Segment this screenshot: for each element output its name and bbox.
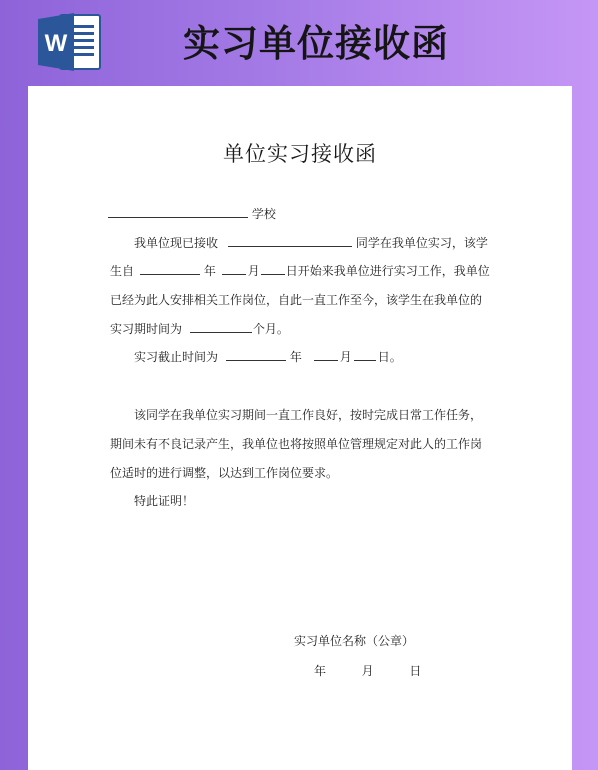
deadline-text: 月 (339, 350, 352, 364)
end-day-blank[interactable] (354, 349, 376, 361)
banner (0, 0, 598, 86)
start-year-blank[interactable] (140, 263, 200, 275)
deadline-line (134, 349, 402, 365)
para1-line3: 已经为此人安排相关工作岗位，自此一直工作至今，该学生在我单位的 (110, 293, 483, 307)
start-month-blank[interactable] (222, 263, 246, 275)
closing-text: 特此证明！ (134, 494, 195, 508)
para1-text: 日开始来我单位进行实习工作，我单位 (285, 264, 490, 278)
end-year-blank[interactable] (226, 349, 286, 361)
para1-text: 年 (203, 264, 216, 278)
deadline-text: 实习截止时间为 (134, 350, 219, 364)
para2-line2: 期间未有不良记录产生，我单位也将按照单位管理规定对此人的工作岗 (110, 437, 483, 451)
word-icon-letter: W (44, 30, 68, 57)
para1-text: 同学在我单位实习，该学 (355, 236, 488, 250)
start-day-blank[interactable] (261, 263, 285, 275)
signature-month: 月 (361, 664, 374, 678)
school-line (108, 206, 276, 222)
school-suffix: 学校 (251, 207, 276, 221)
para1-text: 个月。 (252, 322, 289, 336)
banner-title: 实习单位接收函 (183, 22, 449, 65)
deadline-text: 年 (289, 350, 302, 364)
signature-day: 日 (409, 664, 422, 678)
para1-text: 月 (247, 264, 260, 278)
para1-line4 (110, 321, 289, 337)
duration-blank[interactable] (190, 321, 252, 333)
para2-line1: 该同学在我单位实习期间一直工作良好，按时完成日常工作任务， (134, 408, 483, 422)
signature-date (314, 663, 421, 679)
document-title: 单位实习接收函 (223, 142, 377, 166)
signature-year: 年 (314, 664, 327, 678)
para1-text: 生自 (110, 264, 135, 278)
document-page (28, 86, 572, 770)
para1-text: 我单位现已接收 (134, 236, 219, 250)
para1-line2 (110, 263, 490, 279)
para2-line3: 位适时的进行调整，以达到工作岗位要求。 (110, 466, 339, 480)
end-month-blank[interactable] (314, 349, 338, 361)
para1-text: 实习期时间为 (110, 322, 183, 336)
deadline-text: 日。 (377, 350, 402, 364)
student-name-blank[interactable] (228, 235, 352, 247)
signature-org: 实习单位名称（公章） (294, 634, 415, 648)
para1-line1 (134, 235, 488, 251)
word-icon (38, 11, 102, 73)
school-blank[interactable] (108, 206, 248, 218)
